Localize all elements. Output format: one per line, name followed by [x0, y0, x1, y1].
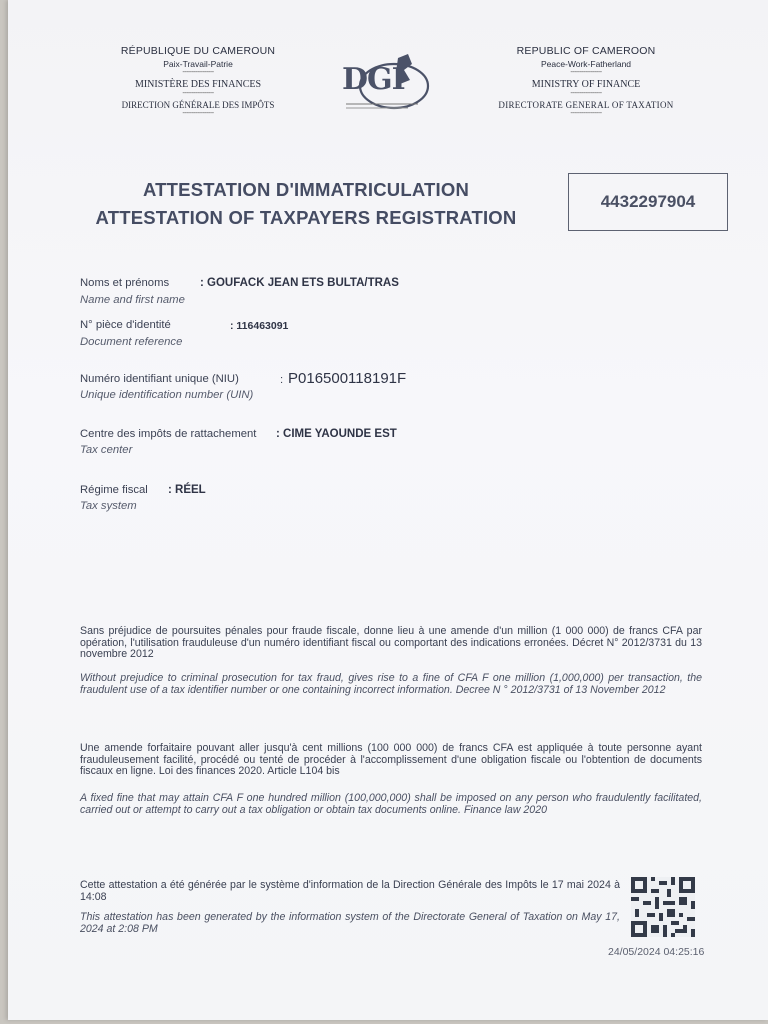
header-right-directorate: DIRECTORATE GENERAL OF TAXATION: [498, 100, 674, 110]
header-left-country: RÉPUBLIQUE DU CAMEROUN: [120, 45, 276, 57]
qr-code-icon: [631, 877, 695, 937]
header-left-divider: -----------------: [182, 69, 214, 76]
center-label-en: Tax center: [80, 444, 133, 456]
header-left-ministry: MINISTÈRE DES FINANCES: [134, 79, 262, 90]
niu-label-fr: Numéro identifiant unique (NIU): [80, 373, 239, 385]
id-doc-label-fr: N° pièce d'identité: [80, 319, 171, 331]
notice-2-fr: Une amende forfaitaire pouvant aller jusqu'à cent millions (100 000 000) de francs CFA est appliquée à toute personne ayant frauduleusement facilité, procédé ou tenté de procéder à l'accomplissement d'une obligation fiscale ou l'obtention de documents fiscaux en ligne. Loi des finances 2020. Article L104 bis: [80, 742, 702, 778]
dgi-logo-text: DGI: [342, 62, 405, 97]
header-right-country: REPUBLIC OF CAMEROON: [516, 45, 656, 57]
center-label-fr: Centre des impôts de rattachement: [80, 428, 257, 440]
header-right-divider-3: -----------------: [570, 110, 602, 117]
registration-number: 4432297904: [600, 192, 696, 211]
regime-label-fr: Régime fiscal: [80, 484, 148, 496]
name-label-en: Name and first name: [80, 294, 185, 306]
generation-note-en: This attestation has been generated by the information system of the Directorate General of Taxation on May 17, 2024 at 2:08 PM: [80, 911, 620, 935]
header-right-motto: Peace-Work-Fatherland: [540, 59, 632, 69]
header-left: [78, 45, 318, 118]
regime-label-en: Tax system: [80, 500, 137, 512]
header-right-ministry: MINISTRY OF FINANCE: [531, 79, 641, 90]
name-value: : GOUFACK JEAN ETS BULTA/TRAS: [200, 277, 399, 289]
registration-number-box: [568, 173, 728, 231]
name-label-fr: Noms et prénoms: [80, 277, 170, 289]
header-left-divider-3: -----------------: [182, 110, 214, 117]
header-right-divider-2: -----------------: [570, 90, 602, 97]
id-doc-label-en: Document reference: [80, 336, 183, 348]
title-en: ATTESTATION OF TAXPAYERS REGISTRATION: [95, 207, 517, 228]
niu-separator: :: [280, 374, 284, 386]
dgi-logo: [338, 50, 434, 116]
header-left-directorate: DIRECTION GÉNÉRALE DES IMPÔTS: [121, 100, 275, 110]
niu-value: P016500118191F: [288, 370, 407, 387]
title-fr: ATTESTATION D'IMMATRICULATION: [142, 179, 470, 200]
id-doc-value: : 116463091: [230, 320, 289, 332]
generation-note-fr: Cette attestation a été générée par le système d'information de la Direction Générale des Impôts le 17 mai 2024 à 14:08: [80, 879, 620, 903]
document-page: [8, 0, 768, 1020]
notice-2-en: A fixed fine that may attain CFA F one hundred million (100,000,000) shall be imposed on any person who fraudulently facilitated, carried out or attempt to carry out a tax obligation or obtain tax documents online. Finance law 2020: [80, 792, 702, 816]
regime-value: : RÉEL: [168, 484, 206, 496]
header-left-motto: Paix-Travail-Patrie: [163, 59, 233, 69]
print-timestamp: 24/05/2024 04:25:16: [608, 946, 705, 958]
center-value: : CIME YAOUNDE EST: [276, 428, 397, 440]
notice-1-en: Without prejudice to criminal prosecution for tax fraud, gives rise to a fine of CFA F one million (1,000,000) per transaction, the fraudulent use of a tax identifier number or one containing incorrect information. Decree N ° 2012/3731 of 13 November 2012: [80, 672, 702, 696]
niu-label-en: Unique identification number (UIN): [80, 389, 254, 401]
notice-1-fr: Sans préjudice de poursuites pénales pour fraude fiscale, donne lieu à une amende d'un million (1 000 000) de francs CFA par opération, l'utilisation frauduleuse d'un numéro identifiant fiscal ou comportant des indications erronées. Décret N° 2012/3731 du 13 novembre 2012: [80, 625, 702, 661]
header-left-divider-2: -----------------: [182, 90, 214, 97]
header-right: [466, 45, 706, 118]
header-right-divider: -----------------: [570, 69, 602, 76]
